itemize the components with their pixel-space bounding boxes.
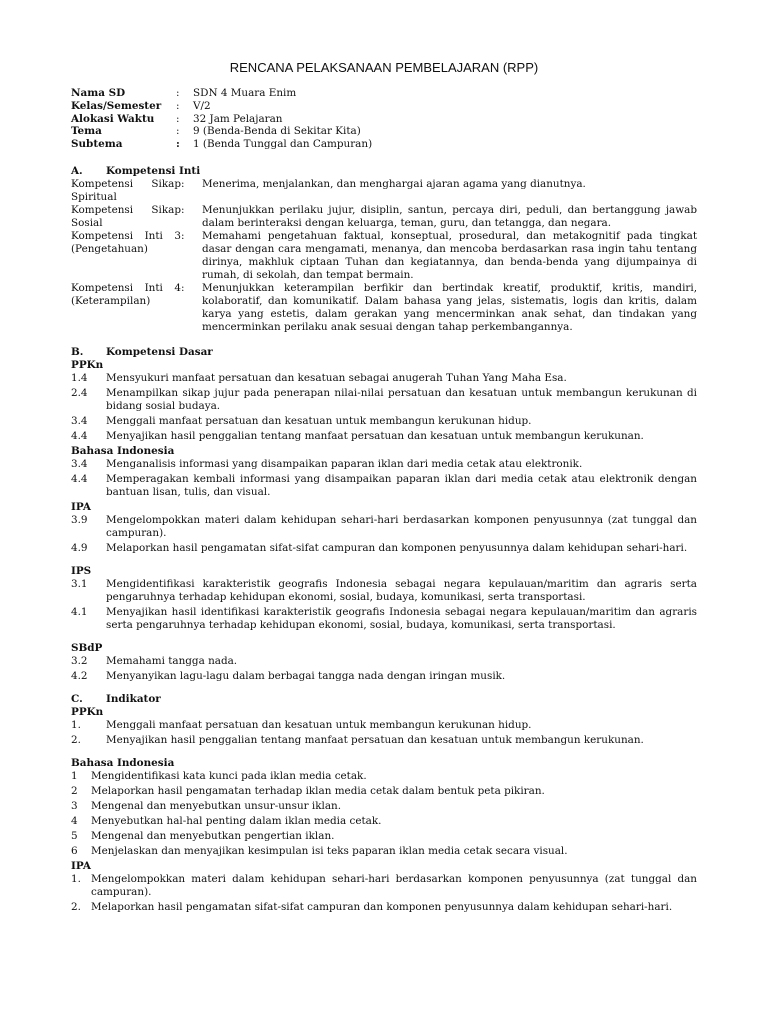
identity-row (71, 125, 697, 138)
ki-colon: : (181, 177, 185, 190)
list-item (71, 387, 697, 413)
item-number: 1. (71, 718, 81, 731)
item-text: Menampilkan sikap jujur pada penerapan nilai-nilai persatuan dan kesatuan untuk membangun kerukunan di bidang sosial budaya. (106, 386, 697, 412)
item-number: 3 (71, 799, 78, 812)
document-title: RENCANA PELAKSANAAN PEMBELAJARAN (RPP) (229, 60, 539, 75)
item-text: Mengidentifikasi kata kunci pada iklan media cetak. (91, 769, 367, 782)
item-text: Mensyukuri manfaat persatuan dan kesatuan sebagai anugerah Tuhan Yang Maha Esa. (106, 371, 567, 384)
ki-colon: : (181, 281, 185, 294)
identity-row (71, 113, 697, 126)
ki-text: Menunjukkan perilaku jujur, disiplin, santun, percaya diri, peduli, dan bertanggung jawab dalam berinteraksi dengan keluarga, teman, guru, dan tetangga, dan negara. (202, 203, 697, 229)
identity-row (71, 87, 697, 100)
item-number: 2 (71, 784, 78, 797)
item-text: Melaporkan hasil pengamatan sifat-sifat campuran dan komponen penyusunnya dalam kehidupan sehari-hari. (91, 900, 673, 913)
list-item (71, 606, 697, 632)
identity-colon: : (176, 112, 180, 125)
subject-heading: IPA (71, 859, 91, 872)
identity-label: Subtema (71, 138, 123, 151)
list-item (71, 873, 697, 899)
identity-block (71, 87, 697, 151)
section-b-heading (71, 346, 697, 359)
item-text: Menganalisis informasi yang disampaikan paparan iklan dari media cetak atau elektronik. (106, 457, 583, 470)
subject-heading: IPA (71, 500, 91, 513)
identity-label: Kelas/Semester (71, 99, 162, 112)
item-text: Menyajikan hasil identifikasi karakteristik geografis Indonesia sebagai negara kepulauan/maritim dan agraris serta pengaruhnya terhadap kehidupan ekonomi, sosial, budaya, komunikasi, serta transportasi. (106, 605, 697, 631)
item-number: 1 (71, 769, 78, 782)
list-item (71, 901, 697, 914)
identity-colon: : (176, 87, 180, 99)
ki-row (71, 282, 697, 334)
identity-colon: : (176, 138, 180, 151)
subject-heading: PPKn (71, 705, 104, 718)
list-item (71, 578, 697, 604)
ki-label: Kompetensi Inti 4 (Keterampilan) (71, 281, 181, 307)
ki-label: Kompetensi Sikap Sosial (71, 203, 181, 229)
item-text: Menyajikan hasil penggalian tentang manfaat persatuan dan kesatuan untuk membangun kerukunan. (106, 429, 644, 442)
list-item (71, 372, 697, 385)
item-number: 4.2 (71, 669, 88, 682)
identity-label: Nama SD (71, 87, 126, 99)
item-text: Menggali manfaat persatuan dan kesatuan untuk membangun kerukunan hidup. (106, 718, 532, 731)
item-number: 4 (71, 814, 78, 827)
item-text: Menyanyikan lagu-lagu dalam berbagai tangga nada dengan iringan musik. (106, 669, 506, 682)
identity-label: Alokasi Waktu (71, 112, 155, 125)
section-title: Kompetensi Dasar (106, 345, 213, 358)
list-item (71, 670, 697, 683)
identity-colon: : (176, 99, 180, 112)
item-text: Melaporkan hasil pengamatan terhadap iklan media cetak dalam bentuk peta pikiran. (91, 784, 545, 797)
section-number: A. (71, 164, 83, 177)
item-number: 4.1 (71, 605, 88, 618)
section-a-heading (71, 165, 697, 178)
item-text: Mengelompokkan materi dalam kehidupan sehari-hari berdasarkan komponen penyusunnya (zat tunggal dan campuran). (106, 513, 697, 539)
item-number: 2.4 (71, 386, 88, 399)
item-text: Menyajikan hasil penggalian tentang manfaat persatuan dan kesatuan untuk membangun kerukunan. (106, 733, 644, 746)
subject-heading: Bahasa Indonesia (71, 756, 175, 769)
item-number: 2. (71, 900, 81, 913)
item-text: Memahami tangga nada. (106, 654, 238, 667)
section-title: Indikator (106, 692, 161, 705)
list-item (71, 415, 697, 428)
item-text: Mengenal dan menyebutkan unsur-unsur iklan. (91, 799, 342, 812)
subject-heading: Bahasa Indonesia (71, 444, 175, 457)
item-text: Mengidentifikasi karakteristik geografis Indonesia sebagai negara kepulauan/maritim dan agraris serta pengaruhnya terhadap kehidupan ekonomi, sosial, budaya, komunikasi, serta transportasi. (106, 577, 697, 603)
list-item (71, 430, 697, 443)
identity-row (71, 100, 697, 113)
ki-text: Menerima, menjalankan, dan menghargai ajaran agama yang dianutnya. (202, 177, 586, 190)
item-text: Melaporkan hasil pengamatan sifat-sifat campuran dan komponen penyusunnya dalam kehidupan sehari-hari. (106, 541, 688, 554)
item-number: 6 (71, 844, 78, 857)
ki-colon: : (181, 203, 185, 216)
ki-colon: : (181, 229, 185, 242)
identity-value: 1 (Benda Tunggal dan Campuran) (193, 138, 373, 151)
item-text: Menyebutkan hal-hal penting dalam iklan media cetak. (91, 814, 382, 827)
item-number: 3.4 (71, 457, 88, 470)
ki-label: Kompetensi Sikap Spiritual (71, 177, 181, 203)
identity-colon: : (176, 125, 180, 138)
list-item (71, 458, 697, 471)
list-item (71, 830, 697, 843)
item-number: 3.4 (71, 414, 88, 427)
item-number: 4.4 (71, 472, 88, 485)
list-item (71, 800, 697, 813)
item-text: Menggali manfaat persatuan dan kesatuan untuk membangun kerukunan hidup. (106, 414, 532, 427)
ki-text: Menunjukkan keterampilan berfikir dan bertindak kreatif, produktif, kritis, mandiri, kolaboratif, dan komunikatif. Dalam bahasa yang jelas, sistematis, logis dan kritis, dalam karya yang estetis, dalam gerakan yang mencerminkan anak sehat, dan tindakan yang mencerminkan perilaku anak sesuai dengan tahap perkembangannya. (202, 281, 697, 333)
section-number: C. (71, 692, 83, 705)
list-item (71, 542, 697, 555)
list-item (71, 514, 697, 540)
section-number: B. (71, 345, 84, 358)
list-item (71, 770, 697, 783)
ki-label: Kompetensi Inti 3 (Pengetahuan) (71, 229, 181, 255)
item-number: 1.4 (71, 371, 88, 384)
item-number: 4.9 (71, 541, 88, 554)
document-body (71, 87, 697, 916)
subject-heading: PPKn (71, 358, 104, 371)
list-item (71, 655, 697, 668)
identity-value: SDN 4 Muara Enim (193, 87, 297, 99)
item-number: 5 (71, 829, 78, 842)
item-text: Memperagakan kembali informasi yang disampaikan paparan iklan dari media cetak atau elektronik dengan bantuan lisan, tulis, dan visual. (106, 472, 697, 498)
identity-label: Tema (71, 125, 102, 138)
item-number: 3.9 (71, 513, 88, 526)
identity-value: 32 Jam Pelajaran (193, 112, 283, 125)
list-item (71, 785, 697, 798)
identity-row (71, 138, 697, 151)
list-item (71, 473, 697, 499)
item-number: 1. (71, 872, 81, 885)
section-c-heading (71, 693, 697, 706)
list-item (71, 719, 697, 732)
list-item (71, 845, 697, 858)
item-text: Mengenal dan menyebutkan pengertian iklan. (91, 829, 335, 842)
ki-row (71, 204, 697, 230)
list-item (71, 734, 697, 747)
ki-row (71, 178, 697, 204)
identity-value: V/2 (193, 99, 211, 112)
item-number: 3.1 (71, 577, 88, 590)
section-title: Kompetensi Inti (106, 164, 201, 177)
item-text: Mengelompokkan materi dalam kehidupan sehari-hari berdasarkan komponen penyusunnya (zat tunggal dan campuran). (91, 872, 697, 898)
subject-heading: SBdP (71, 641, 103, 654)
ki-text: Memahami pengetahuan faktual, konseptual, prosedural, dan metakognitif pada tingkat dasar dengan cara mengamati, menanya, dan mencoba berdasarkan rasa ingin tahu tentang dirinya, makhluk ciptaan Tuhan dan kegiatannya, dan benda-benda yang dijumpainya di rumah, di sekolah, dan tempat bermain. (202, 229, 697, 281)
identity-value: 9 (Benda-Benda di Sekitar Kita) (193, 125, 361, 138)
list-item (71, 815, 697, 828)
item-number: 2. (71, 733, 81, 746)
item-number: 4.4 (71, 429, 88, 442)
item-number: 3.2 (71, 654, 88, 667)
item-text: Menjelaskan dan menyajikan kesimpulan isi teks paparan iklan media cetak secara visual. (91, 844, 568, 857)
ki-row (71, 230, 697, 282)
subject-heading: IPS (71, 564, 92, 577)
